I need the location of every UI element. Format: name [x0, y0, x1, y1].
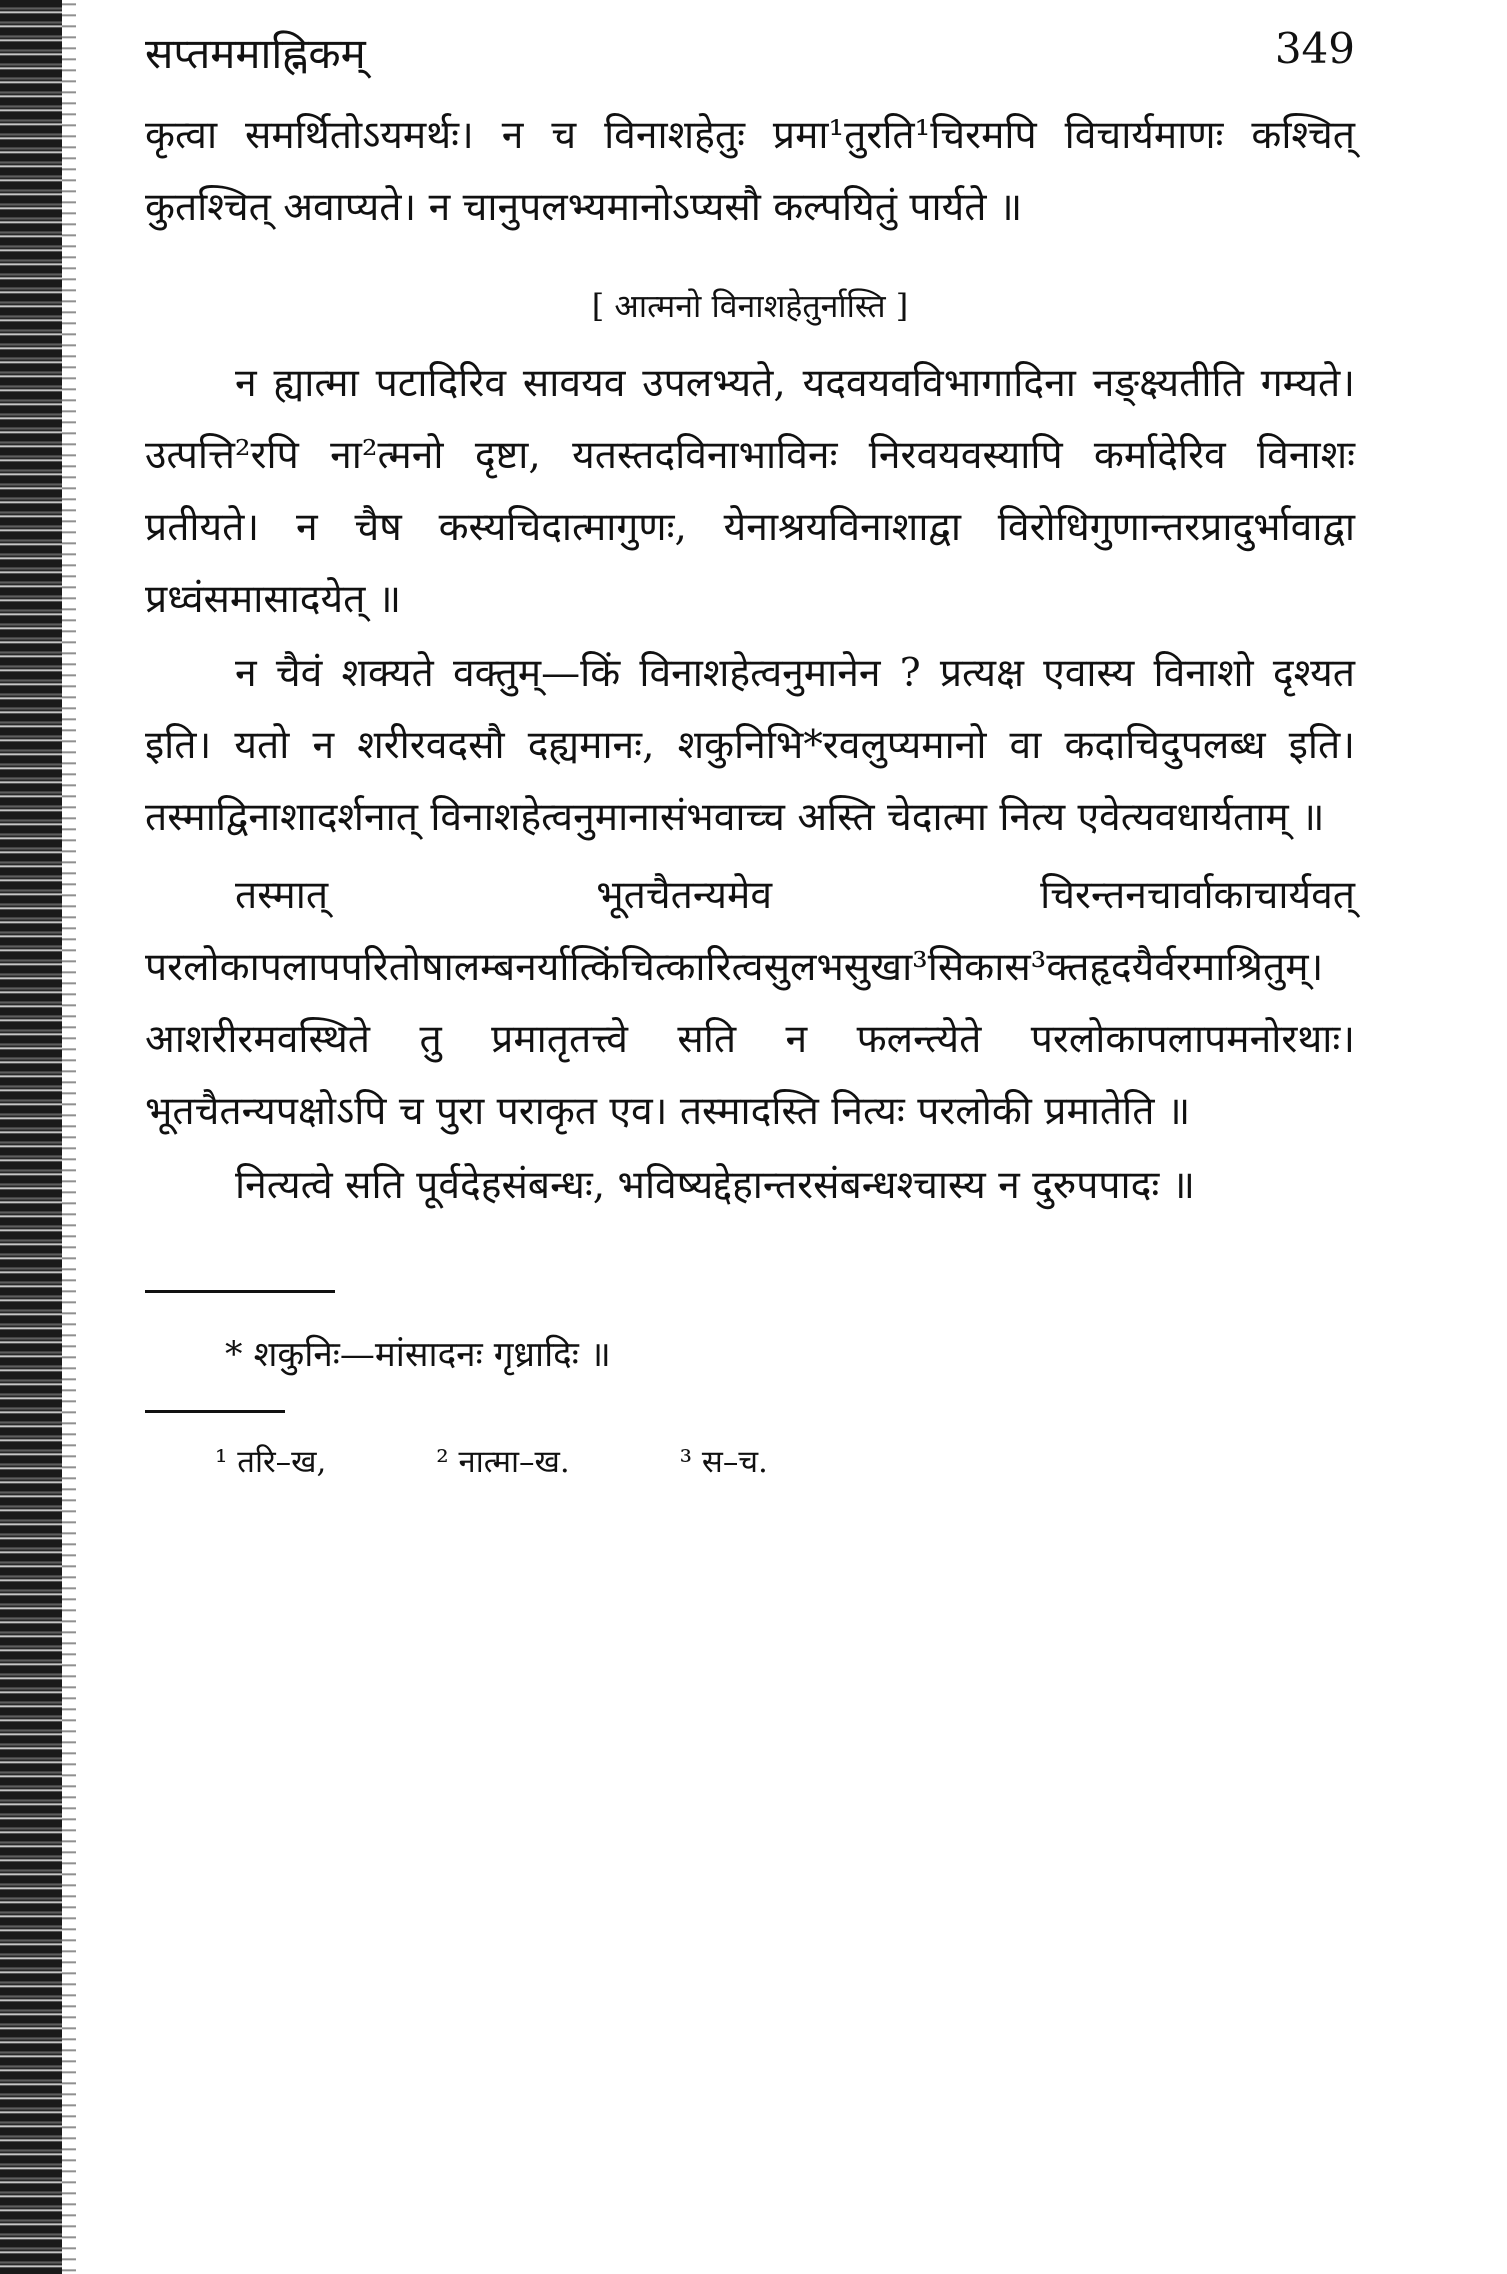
page-number: 349	[1274, 24, 1355, 73]
variant-2: ² नात्मा–ख.	[436, 1444, 570, 1480]
variant-3: ³ स–च.	[679, 1444, 768, 1480]
paragraph-3: न चैवं शक्यते वक्तुम्—किं विनाशहेत्वनुमानेन ? प्रत्यक्ष एवास्य विनाशो दृश्यत इति। यतो न शरीरवदसौ दह्यमानः, शकुनिभि*रवलुप्यमानो वा कदाचिदुपलब्ध इति। तस्माद्विनाशादर्शनात् विनाशहेत्वनुमानासंभवाच्च अस्ति चेदात्मा नित्य एवेत्यवधार्यताम् ॥	[145, 651, 1355, 840]
variant-readings	[215, 1440, 868, 1482]
paragraph-5: नित्यत्वे सति पूर्वदेहसंबन्धः, भविष्यद्देहान्तरसंबन्धश्चास्य न दुरुपपादः ॥	[235, 1163, 1195, 1208]
footnote-rule	[145, 1290, 335, 1293]
footnote-asterisk: * शकुनिः—मांसादनः गृध्रादिः ॥	[225, 1335, 611, 1375]
variants-rule	[145, 1410, 285, 1413]
running-header	[145, 24, 1355, 94]
paragraph-4: तस्मात् भूतचैतन्यमेव चिरन्तनचार्वाकाचार्यवत् परलोकापलापपरितोषालम्बनर्यात्किंचित्कारित्वसुलभसुखा³सिकास³क्तहृदयैर्वरमाश्रितुम्। आशरीरमवस्थिते तु प्रमातृतत्त्वे सति न फलन्त्येते परलोकापलापमनोरथाः। भूतचैतन्यपक्षोऽपि च पुरा पराकृत एव। तस्मादस्ति नित्यः परलोकी प्रमातेति ॥	[145, 873, 1355, 1134]
book-binding-edge	[0, 0, 62, 2274]
variant-1: ¹ तरि–ख,	[215, 1444, 327, 1480]
chapter-title: सप्तममाह्निकम्	[145, 29, 366, 78]
paragraph-1: कृत्वा समर्थितोऽयमर्थः। न च विनाशहेतुः प्रमा¹तुरति¹चिरमपि विचार्यमाणः कश्चित् कुतश्चित् अवाप्यते। न चानुपलभ्यमानोऽप्यसौ कल्पयितुं पार्यते ॥	[145, 113, 1355, 230]
section-heading: [ आत्मनो विनाशहेतुर्नास्ति ]	[591, 287, 909, 325]
paragraph-2: न ह्यात्मा पटादिरिव सावयव उपलभ्यते, यदवयवविभागादिना नङ्क्ष्यतीति गम्यते। उत्पत्ति²रपि ना²त्मनो दृष्टा, यतस्तदविनाभाविनः निरवयवस्यापि कर्मादेरिव विनाशः प्रतीयते। न चैष कस्यचिदात्मागुणः, येनाश्रयविनाशाद्वा विरोधिगुणान्तरप्रादुर्भावाद्वा प्रध्वंसमासादयेत् ॥	[145, 361, 1355, 622]
book-page	[145, 0, 1355, 2274]
